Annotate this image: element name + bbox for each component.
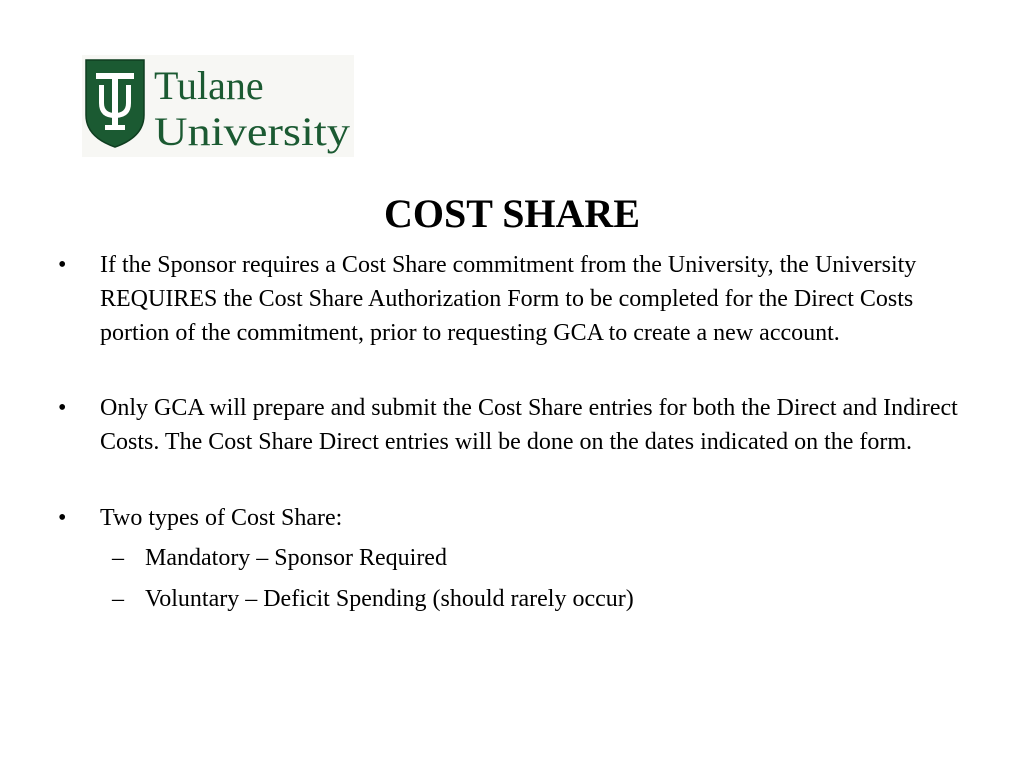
sub-bullet-text: Mandatory – Sponsor Required	[145, 545, 447, 571]
sub-bullet-item	[112, 582, 965, 616]
wordmark-line2: University	[154, 109, 350, 154]
bullet-item	[58, 391, 970, 459]
bullet-text: If the Sponsor requires a Cost Share commitment from the University, the University REQUIRES the Cost Share Authorization Form to be completed for the Direct Costs portion of the commitment, prior to requesting GCA to create a new account.	[100, 252, 917, 346]
bullet-marker: •	[58, 395, 67, 421]
tulane-university-logo	[82, 55, 354, 157]
bullet-marker: •	[58, 252, 67, 278]
wordmark-line1: Tulane	[154, 63, 264, 108]
bullet-item	[58, 248, 970, 350]
sub-bullet-item	[112, 541, 965, 575]
bullet-text: Only GCA will prepare and submit the Cost Share entries for both the Direct and Indirect Costs. The Cost Share Direct entries will be done on the dates indicated on the form.	[100, 395, 958, 455]
sub-bullet-marker: –	[112, 586, 124, 612]
bullet-item	[58, 501, 970, 535]
sub-bullet-marker: –	[112, 545, 124, 571]
slide-title: COST SHARE	[383, 191, 640, 236]
tulane-shield-icon	[82, 55, 354, 157]
bullet-marker: •	[58, 505, 67, 531]
sub-bullet-text: Voluntary – Deficit Spending (should rarely occur)	[145, 586, 634, 612]
bullet-text: Two types of Cost Share:	[100, 505, 343, 531]
